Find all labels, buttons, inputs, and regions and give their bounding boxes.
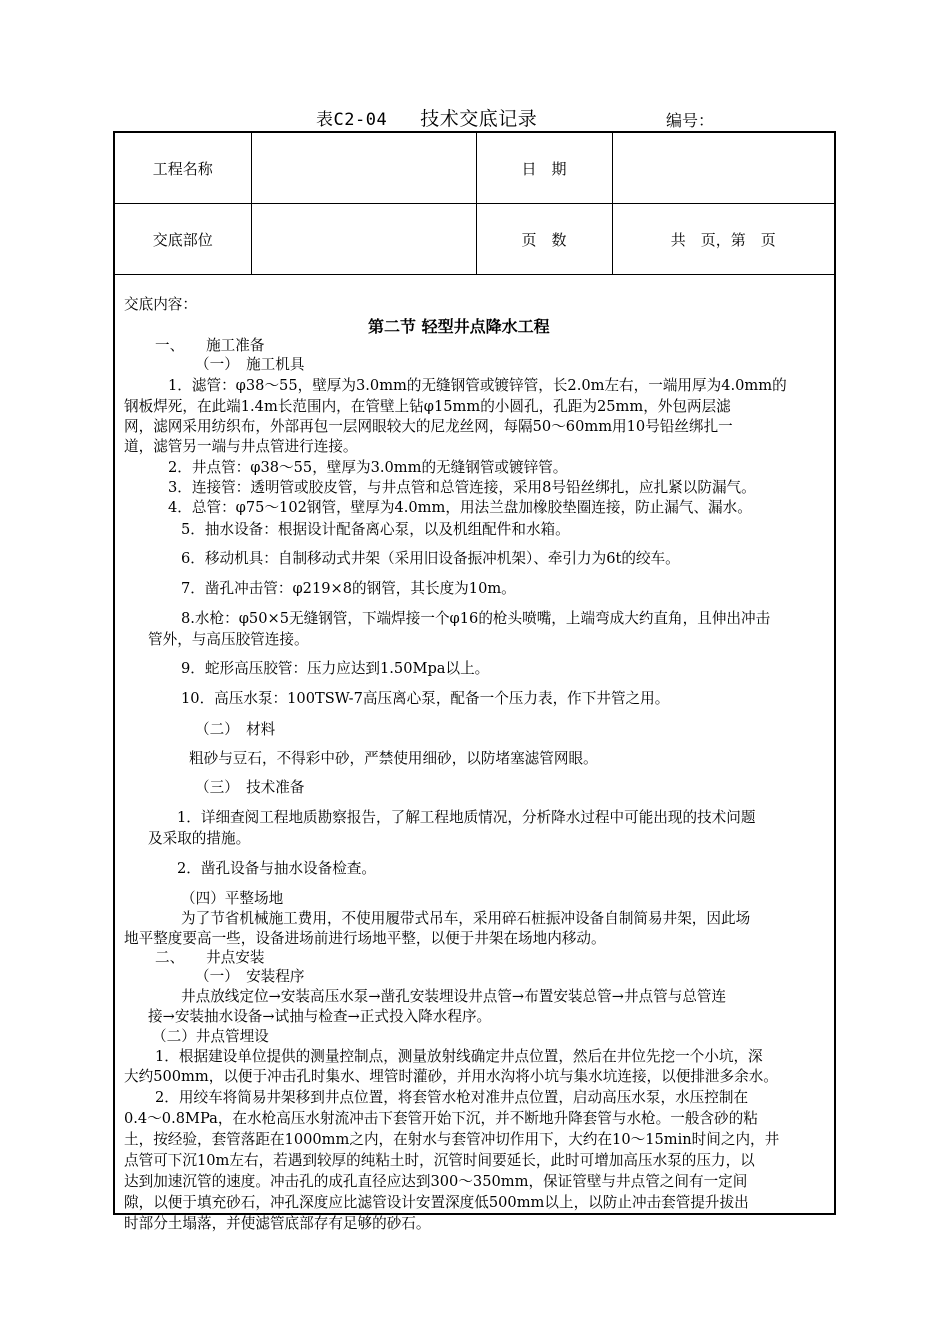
text-line: 2．凿孔设备与抽水设备检查。	[177, 860, 377, 877]
text-line: 1．滤管：φ38～55，壁厚为3.0mm的无缝钢管或镀锌管，长2.0m左右，一端用厚为4.0mm的	[168, 377, 787, 394]
text-line: 6．移动机具：自制移动式井架（采用旧设备振冲机架）、牵引力为6t的绞车。	[181, 550, 680, 567]
text-line: 点管可下沉10m左右，若遇到较厚的纯粘土时，沉管时间要延长，此时可增加高压水泵的压力，以	[124, 1152, 755, 1169]
text-line: 1．根据建设单位提供的测量控制点，测量放射线确定井点位置，然后在井位先挖一个小坑，深	[155, 1048, 763, 1065]
text-line: （一） 安装程序	[195, 968, 305, 985]
project-name-label: 工程名称	[115, 133, 251, 204]
text-line: 网，滤网采用纺织布，外部再包一层网眼较大的尼龙丝网，每隔50～60mm用10号铅丝绑扎一	[124, 418, 733, 435]
text-line: 一、 施工准备	[155, 337, 265, 354]
text-line: 2．用绞车将简易井架移到井点位置，将套管水枪对准井点位置，启动高压水泵，水压控制在	[155, 1089, 749, 1106]
text-line: 粗砂与豆石，不得彩中砂，严禁使用细砂，以防堵塞滤管网眼。	[189, 750, 598, 767]
text-line: 隙，以便于填充砂石，冲孔深度应比滤管设计安置深度低500mm以上，以防止冲击套管提升拔出	[124, 1194, 749, 1211]
text-line: 达到加速沉管的速度。冲击孔的成孔直径应达到300～350mm，保证管壁与井点管之间有一定间	[124, 1173, 748, 1190]
text-line: （三） 技术准备	[195, 779, 305, 796]
section-label: 交底部位	[115, 204, 251, 275]
text-line: 0.4～0.8MPa，在水枪高压水射流冲击下套管开始下沉，并不断地升降套管与水枪。一般含砂的粘	[124, 1110, 758, 1127]
text-line: 管外，与高压胶管连接。	[148, 631, 309, 648]
text-line: 2．井点管：φ38～55，壁厚为3.0mm的无缝钢管或镀锌管。	[168, 459, 568, 476]
text-line: 1．详细查阅工程地质勘察报告，了解工程地质情况，分析降水过程中可能出现的技术问题	[177, 809, 756, 826]
date-label: 日 期	[476, 133, 612, 204]
document-title	[316, 104, 537, 131]
text-line: 时部分土塌落，并使滤管底部存有足够的砂石。	[124, 1215, 431, 1232]
form-code: 表C2-04	[316, 110, 388, 130]
text-line: （二）井点管埋设	[152, 1028, 269, 1045]
text-line: 8.水枪：φ50×5无缝钢管，下端焊接一个φ16的枪头喷嘴，上端弯成大约直角，且伸出冲击	[181, 610, 771, 627]
pages-field[interactable]: 共 页，第 页	[612, 204, 834, 275]
text-line: 钢板焊死，在此端1.4m长范围内，在管壁上钻φ15mm的小圆孔，孔距为25mm，外包两层滤	[124, 398, 731, 415]
section-title: 第二节 轻型井点降水工程	[368, 317, 550, 336]
text-line: 5．抽水设备：根据设计配备离心泵，以及机组配件和水箱。	[181, 521, 570, 538]
text-line: 接→安装抽水设备→试抽与检查→正式投入降水程序。	[148, 1008, 492, 1025]
text-line: 二、 井点安装	[155, 949, 265, 966]
text-line: 大约500mm，以便于冲击孔时集水、埋管时灌砂，并用水沟将小坑与集水坑连接，以便排泄多余水。	[124, 1068, 778, 1085]
project-name-field[interactable]	[251, 133, 476, 204]
form-title: 技术交底记录	[420, 108, 538, 130]
text-line: 为了节省机械施工费用，不使用履带式吊车，采用碎石桩振冲设备自制简易井架，因此场	[181, 910, 751, 927]
text-line: 3．连接管：透明管或胶皮管，与井点管和总管连接，采用8号铅丝绑扎，应扎紧以防漏气。	[168, 479, 756, 496]
text-line: （一） 施工机具	[195, 356, 305, 373]
text-line: （四）平整场地	[181, 890, 284, 907]
text-line: 9．蛇形高压胶管：压力应达到1.50Mpa以上。	[181, 660, 490, 677]
date-field[interactable]	[612, 133, 834, 204]
serial-number-label: 编号：	[666, 111, 715, 130]
text-line: 道，滤管另一端与井点管进行连接。	[124, 438, 358, 455]
text-line: 土，按经验，套管落距在1000mm之内，在射水与套管冲切作用下，大约在10～15min时间之内，井	[124, 1131, 780, 1148]
text-line: 4．总管：φ75～102钢管，壁厚为4.0mm，用法兰盘加橡胶垫圈连接，防止漏气、漏水。	[168, 499, 752, 516]
text-line: 井点放线定位→安装高压水泵→凿孔安装埋设井点管→布置安装总管→井点管与总管连	[181, 988, 727, 1005]
text-line: 地平整度要高一些，设备进场前进行场地平整，以便于井架在场地内移动。	[124, 930, 606, 947]
text-line: 7．凿孔冲击管：φ219×8的钢管，其长度为10m。	[181, 580, 516, 597]
section-field[interactable]	[251, 204, 476, 275]
text-line: 及采取的措施。	[148, 830, 251, 847]
content-label: 交底内容：	[124, 296, 197, 313]
text-line: （二） 材料	[195, 721, 276, 738]
record-frame	[113, 131, 836, 1232]
text-line: 10．高压水泵：100TSW-7高压离心泵，配备一个压力表，作下井管之用。	[181, 690, 670, 707]
header-grid	[115, 133, 834, 275]
pages-label: 页 数	[476, 204, 612, 275]
